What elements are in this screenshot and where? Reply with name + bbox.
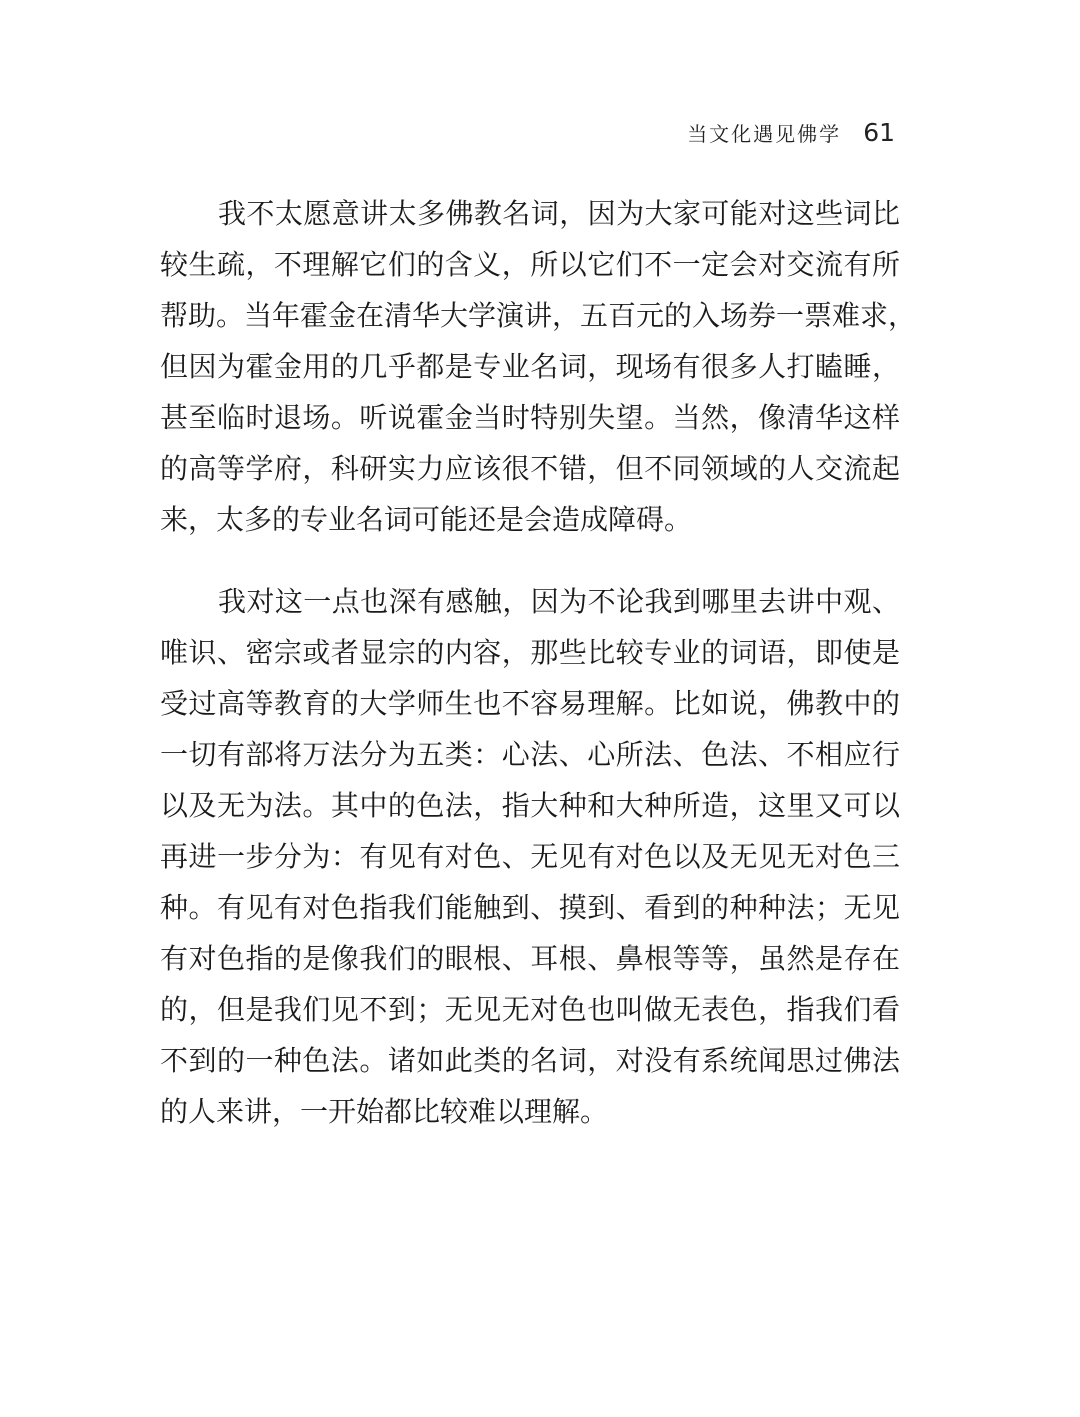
- text-line: 但因为霍金用的几乎都是专业名词，现场有很多人打瞌睡，: [160, 350, 900, 383]
- paragraph-2: [160, 576, 900, 1137]
- text-line: 以及无为法。其中的色法，指大种和大种所造，这里又可以: [160, 789, 900, 822]
- running-header: [687, 118, 895, 147]
- text-line: 我对这一点也深有感触，因为不论我到哪里去讲中观、: [218, 585, 900, 618]
- text-line: 再进一步分为：有见有对色、无见有对色以及无见无对色三: [160, 840, 900, 873]
- paragraph-1: [160, 188, 917, 545]
- text-line: 种。有见有对色指我们能触到、摸到、看到的种种法；无见: [160, 891, 900, 924]
- text-line: 甚至临时退场。听说霍金当时特别失望。当然，像清华这样: [160, 401, 900, 434]
- text-line: 一切有部将万法分为五类：心法、心所法、色法、不相应行: [160, 738, 900, 771]
- text-line: 的人来讲，一开始都比较难以理解。: [160, 1095, 609, 1128]
- body-text: [160, 188, 917, 1168]
- text-line: 较生疏，不理解它们的含义，所以它们不一定会对交流有所: [160, 248, 900, 281]
- running-title: 当文化遇见佛学: [687, 122, 842, 146]
- page-number: 61: [863, 118, 895, 147]
- text-line: 我不太愿意讲太多佛教名词，因为大家可能对这些词比: [218, 197, 900, 230]
- text-line: 的，但是我们见不到；无见无对色也叫做无表色，指我们看: [160, 993, 900, 1026]
- text-line: 唯识、密宗或者显宗的内容，那些比较专业的词语，即使是: [160, 636, 900, 669]
- text-line: 来，太多的专业名词可能还是会造成障碍。: [160, 503, 693, 536]
- text-line: 的高等学府，科研实力应该很不错，但不同领域的人交流起: [160, 452, 900, 485]
- text-line: 受过高等教育的大学师生也不容易理解。比如说，佛教中的: [160, 687, 900, 720]
- text-line: 有对色指的是像我们的眼根、耳根、鼻根等等，虽然是存在: [160, 942, 900, 975]
- text-line: 不到的一种色法。诸如此类的名词，对没有系统闻思过佛法: [160, 1044, 900, 1077]
- text-line: 帮助。当年霍金在清华大学演讲，五百元的入场券一票难求，: [160, 299, 917, 332]
